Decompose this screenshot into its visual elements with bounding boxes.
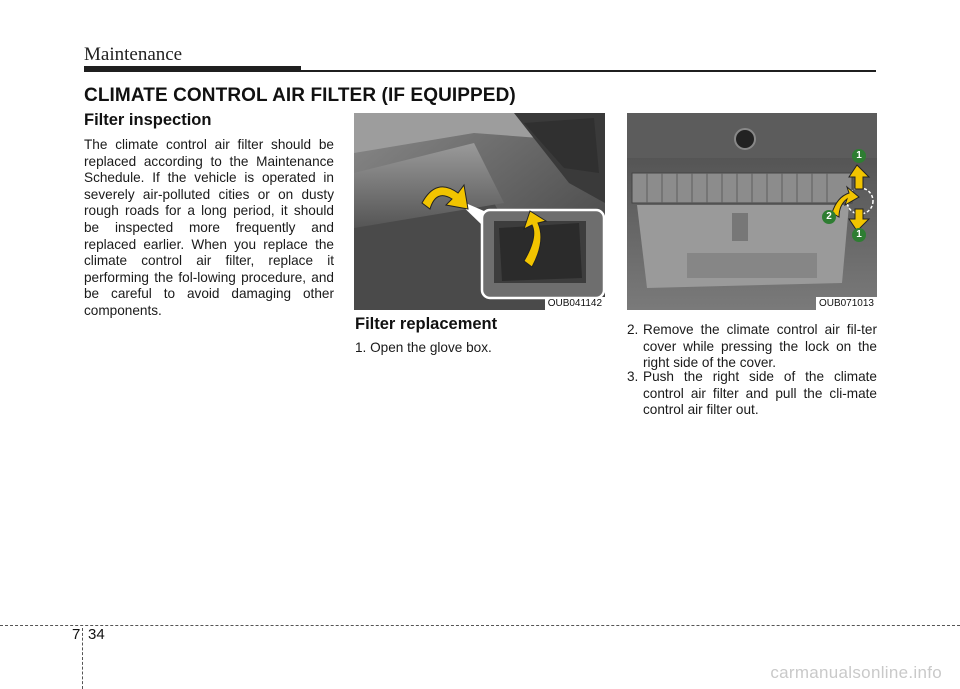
step-3-text: Push the right side of the climate control air filter and pull the cli-mate control air filter out. — [643, 369, 877, 418]
step-1: 1. Open the glove box. — [355, 340, 492, 355]
footer-divider — [0, 625, 960, 626]
step-2-number: 2. — [627, 322, 639, 337]
header-rule-thick — [84, 66, 301, 72]
glove-box-photo — [354, 113, 605, 310]
section-title: CLIMATE CONTROL AIR FILTER (IF EQUIPPED) — [84, 85, 516, 106]
inspection-heading: Filter inspection — [84, 111, 212, 129]
header-rule-thin — [301, 70, 876, 72]
callout-1-top: 1 — [856, 150, 862, 161]
figure-code: OUB041142 — [545, 297, 605, 310]
callout-1-bottom: 1 — [856, 229, 862, 240]
figure-code: OUB071013 — [816, 297, 877, 310]
chapter-header: Maintenance — [84, 44, 183, 65]
chapter-number: 7 — [72, 626, 81, 643]
step-3-number: 3. — [627, 369, 639, 384]
page-number: 34 — [88, 626, 105, 643]
step-3 — [627, 369, 877, 419]
callout-2: 2 — [826, 211, 832, 222]
watermark[interactable]: carmanualsonline.info — [770, 663, 942, 682]
step-2 — [627, 322, 877, 372]
filter-cover-photo — [627, 113, 877, 310]
step-2-text: Remove the climate control air fil-ter cover while pressing the lock on the right side of the cover. — [643, 322, 877, 371]
inspection-paragraph: The climate control air filter should be replaced according to the Maintenance Schedule. If the vehicle is operated in severely air-polluted cities or on dusty rough roads for a long period, it should be inspected more frequently and replaced earlier. When you replace the climate control air filter, replace it performing the fol-lowing procedure, and be careful to avoid damaging other components. — [84, 137, 334, 318]
footer-vertical-divider — [82, 628, 83, 689]
replacement-heading: Filter replacement — [355, 315, 498, 333]
